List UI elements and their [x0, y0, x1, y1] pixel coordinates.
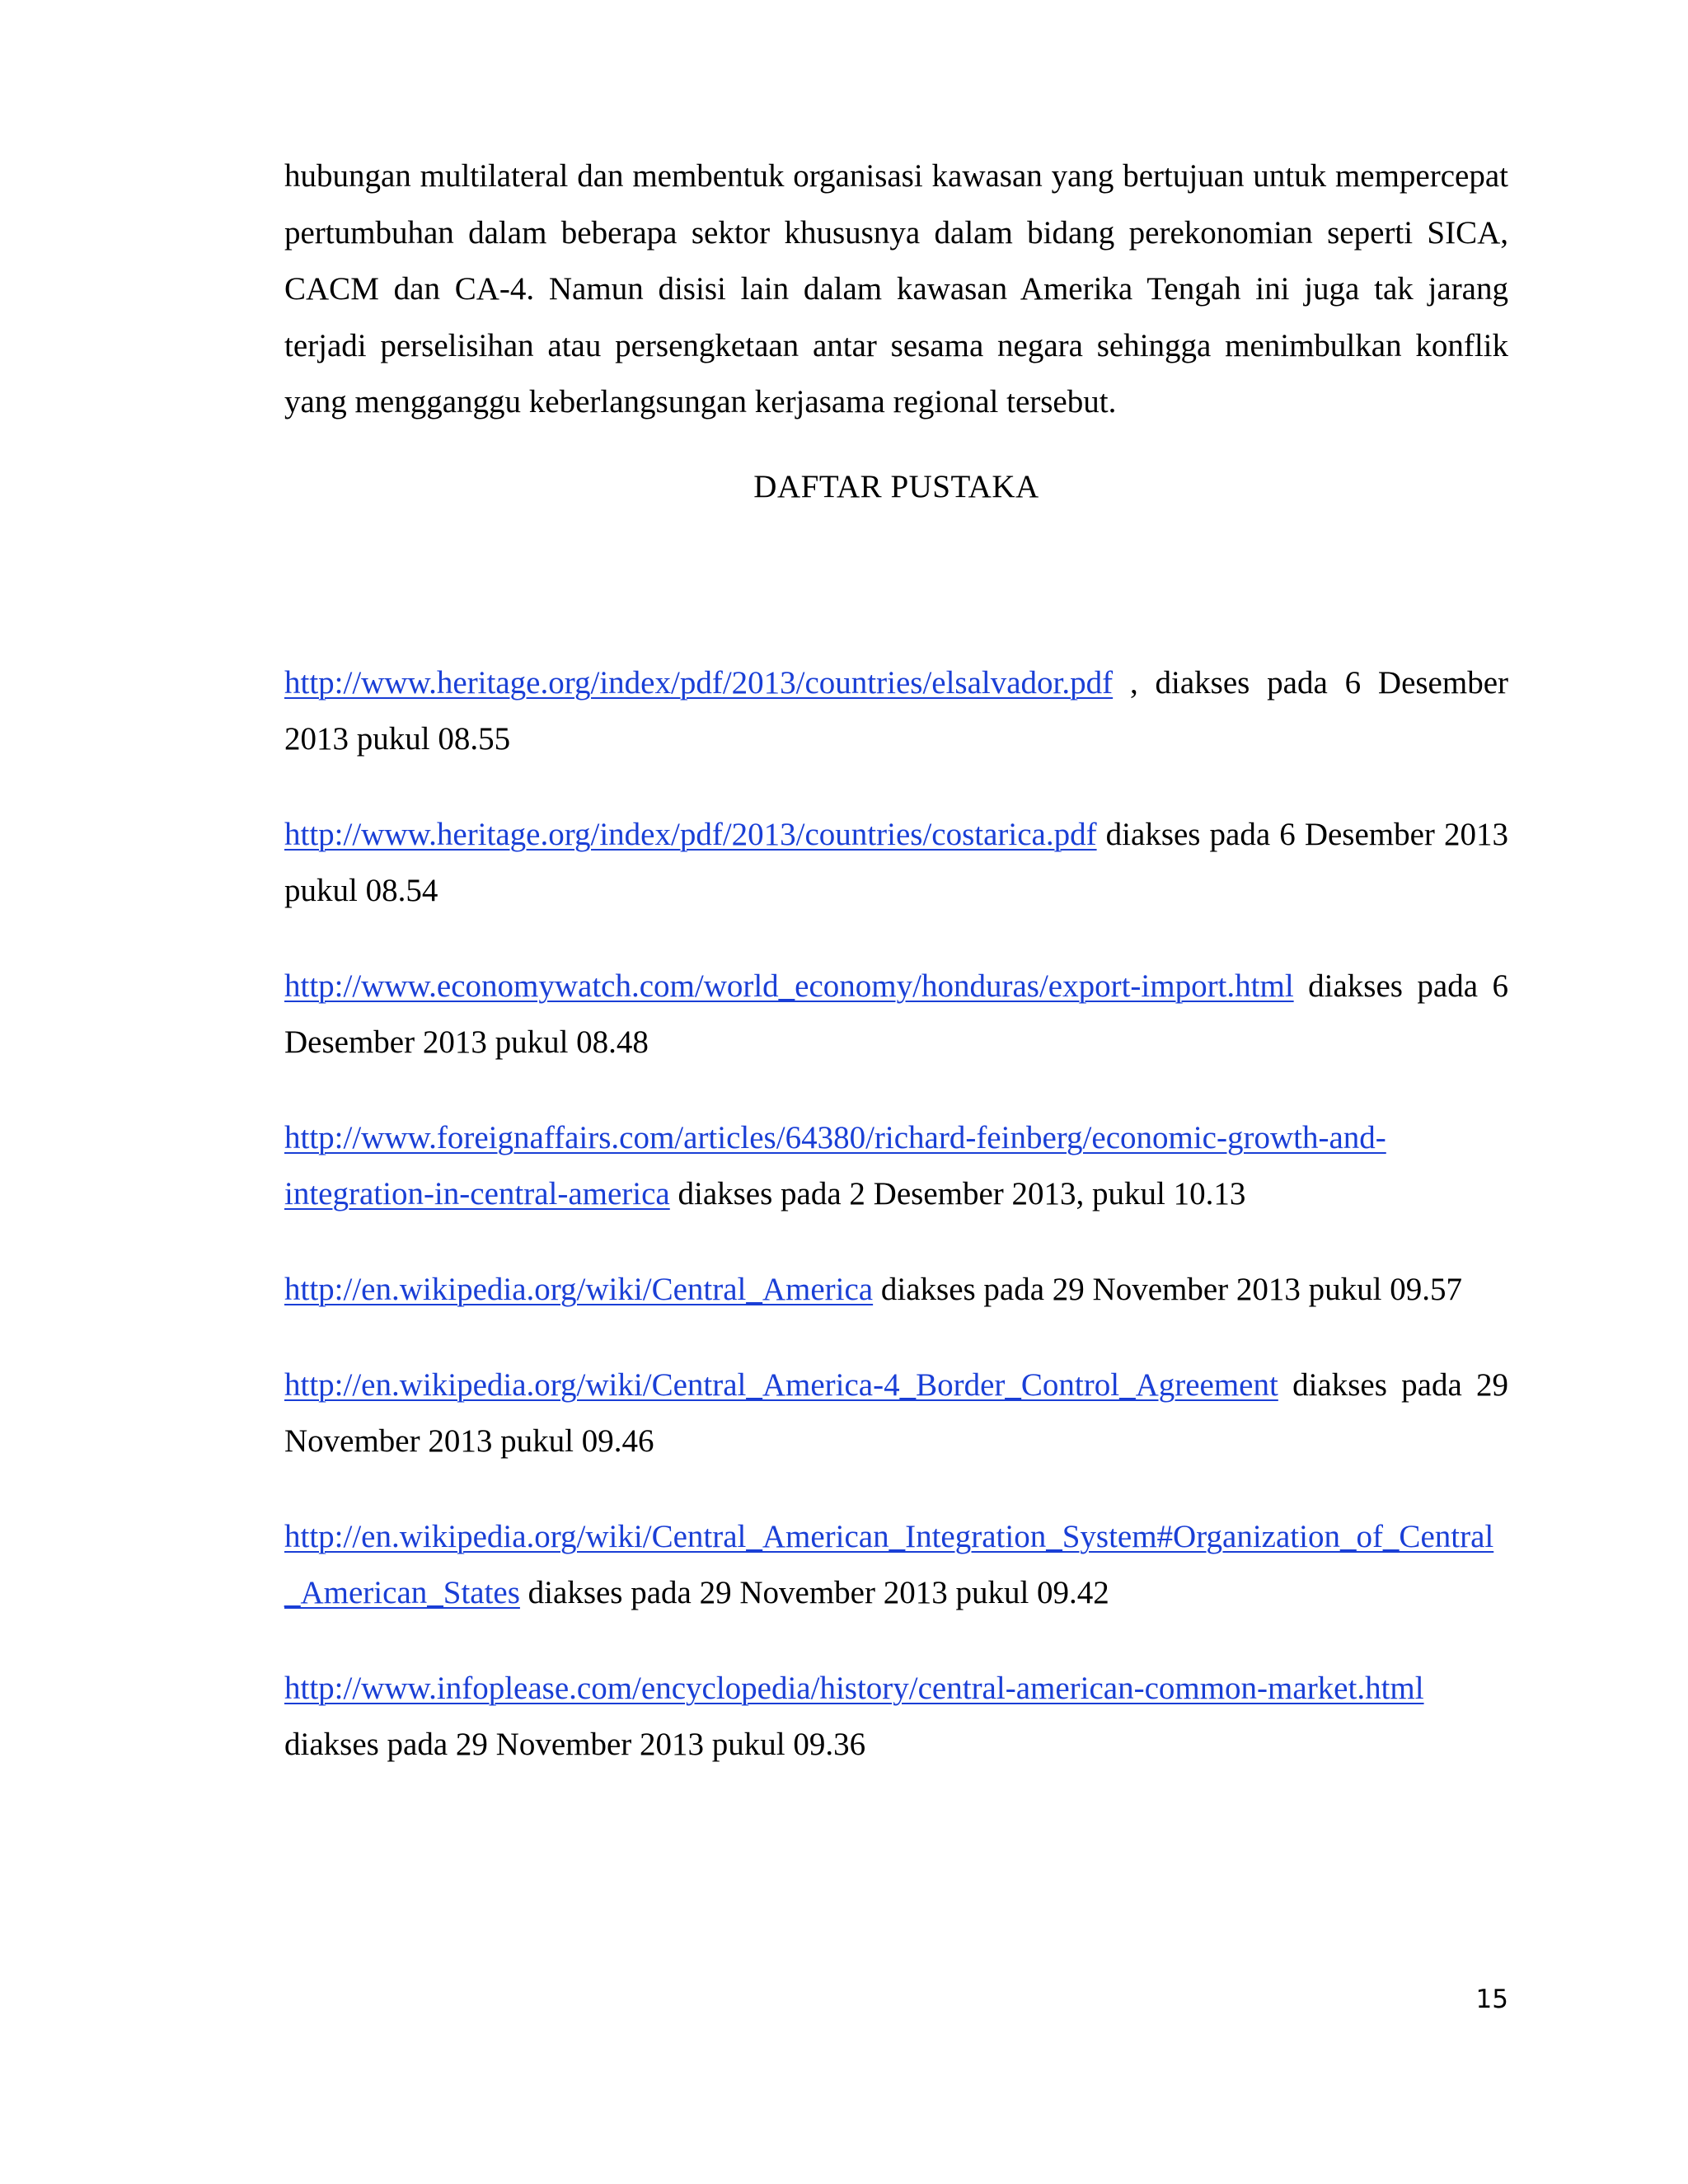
reference-link[interactable]: http://www.foreignaffairs.com/articles/64380/richard-feinberg/economic-growth-and-integration-in-central-america — [284, 1119, 1386, 1212]
reference-item — [284, 655, 1508, 767]
reference-access-note: diakses pada 29 November 2013 pukul 09.46 — [284, 1366, 1508, 1459]
reference-access-note: diakses pada 2 Desember 2013, pukul 10.13 — [669, 1175, 1246, 1212]
reference-link[interactable]: http://www.heritage.org/index/pdf/2013/countries/elsalvador.pdf — [284, 664, 1114, 701]
reference-link[interactable]: http://www.infoplease.com/encyclopedia/history/central-american-common-market.html — [284, 1670, 1424, 1706]
reference-item — [284, 1262, 1508, 1318]
bibliography-heading: DAFTAR PUSTAKA — [753, 468, 1039, 504]
reference-link[interactable]: http://en.wikipedia.org/wiki/Central_America — [284, 1271, 874, 1307]
reference-access-note: diakses pada 29 November 2013 pukul 09.36 — [284, 1726, 866, 1762]
reference-item — [284, 1357, 1508, 1469]
reference-list — [284, 655, 1508, 1773]
page-number: 15 — [1475, 1985, 1508, 2014]
reference-access-note: diakses pada 6 Desember 2013 pukul 08.54 — [284, 816, 1508, 908]
body-paragraph: hubungan multilateral dan membentuk organisasi kawasan yang bertujuan untuk mempercepat pertumbuhan dalam beberapa sektor khususnya dalam bidang perekonomian seperti SICA, CACM dan CA-4. Namun disisi lain dalam kawasan Amerika Tengah ini juga tak jarang terjadi perselisihan atau persengketaan antar sesama negara sehingga menimbulkan konflik yang mengganggu keberlangsungan kerjasama regional tersebut. — [284, 158, 1508, 419]
reference-link[interactable]: http://www.economywatch.com/world_economy/honduras/export-import.html — [284, 968, 1294, 1004]
page-content — [284, 148, 1508, 1812]
reference-link[interactable]: http://www.heritage.org/index/pdf/2013/countries/costarica.pdf — [284, 816, 1097, 852]
reference-item — [284, 1661, 1508, 1773]
reference-link[interactable]: http://en.wikipedia.org/wiki/Central_American_Integration_System#Organization_of_Central_American_States — [284, 1518, 1494, 1610]
reference-access-note: diakses pada 29 November 2013 pukul 09.42 — [519, 1574, 1109, 1610]
reference-item — [284, 958, 1508, 1071]
reference-item — [284, 1110, 1508, 1222]
reference-access-note: , diakses pada 6 Desember 2013 pukul 08.55 — [284, 664, 1508, 757]
reference-access-note: diakses pada 29 November 2013 pukul 09.57 — [873, 1271, 1462, 1307]
reference-item — [284, 807, 1508, 919]
reference-link[interactable]: http://en.wikipedia.org/wiki/Central_America-4_Border_Control_Agreement — [284, 1366, 1278, 1403]
reference-item — [284, 1509, 1508, 1621]
reference-access-note: diakses pada 6 Desember 2013 pukul 08.48 — [284, 968, 1508, 1060]
